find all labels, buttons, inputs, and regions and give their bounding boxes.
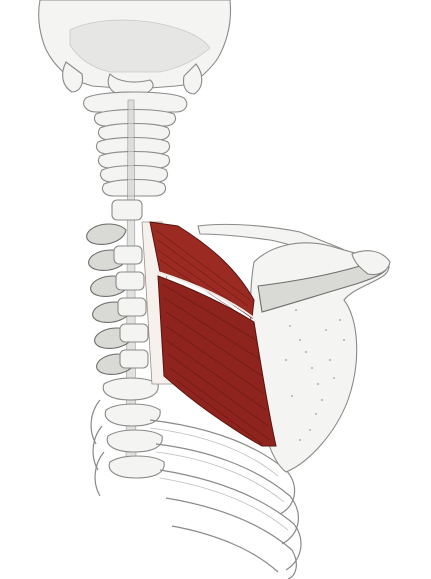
muscle-icon xyxy=(142,222,276,446)
skull-icon xyxy=(39,0,231,96)
